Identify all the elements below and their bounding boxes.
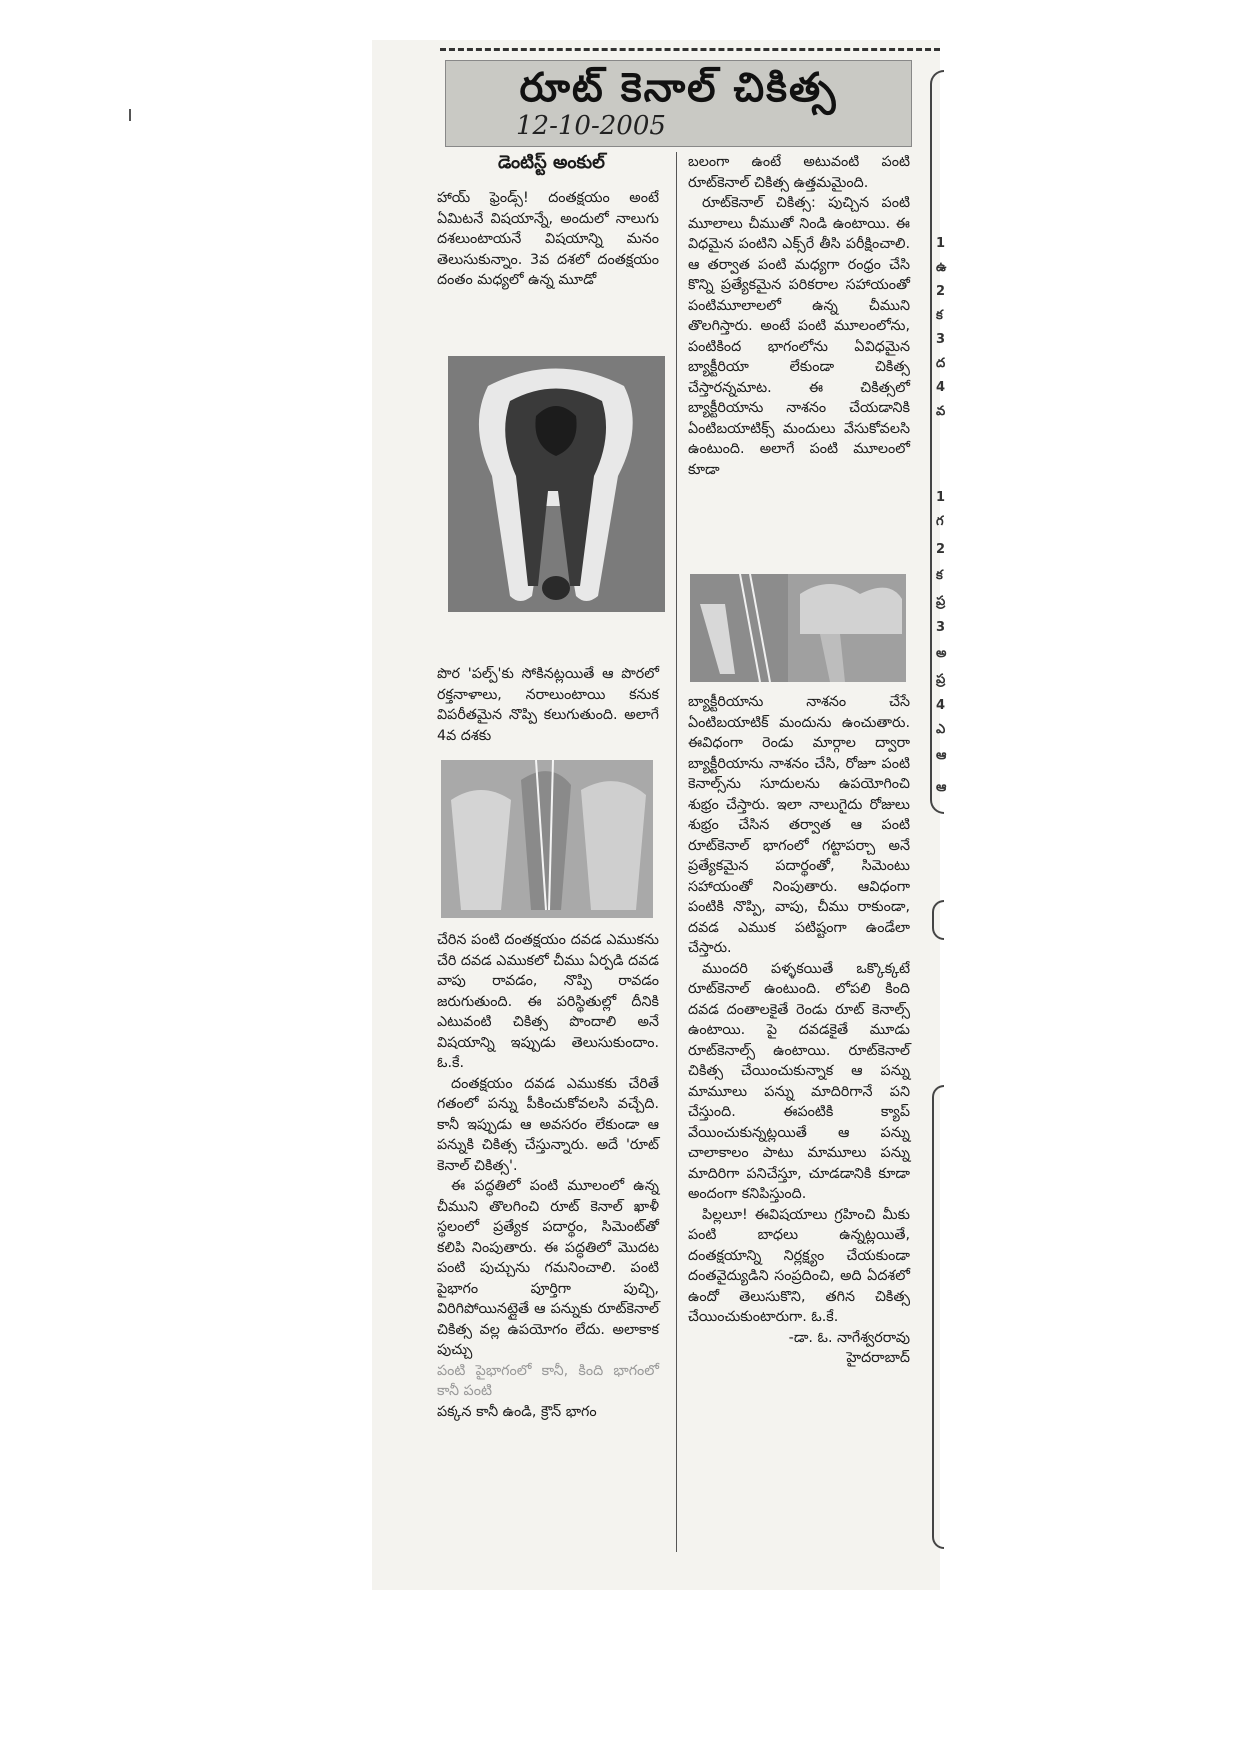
edge-glyph: 1 bbox=[936, 490, 946, 505]
edge-glyph: 4 bbox=[936, 380, 946, 395]
adjacent-article-border bbox=[932, 1085, 944, 1549]
left-col-block-3 bbox=[437, 930, 659, 1510]
paragraph: పక్కన కానీ ఉండి, క్రౌన్ భాగం bbox=[437, 1403, 597, 1420]
paragraph: హాయ్ ఫ్రెండ్స్! దంతక్షయం అంటే ఏమిటనే విషయాన్నే, అందులో నాలుగు దశలుంటాయనే విషయాన్ని మనం తెలుసుకున్నాం. 3వ దశలో దంతక్షయం దంతం మధ్యలో ఉన్న మూడో bbox=[437, 190, 659, 288]
tooth-diagram bbox=[448, 356, 665, 612]
edge-glyph: 3 bbox=[936, 332, 946, 347]
faint-line: పంటి పైభాగంలో కానీ, కింది భాగంలో కానీ పంటి bbox=[437, 1362, 659, 1399]
author-place: హైదరాబాద్ bbox=[846, 1350, 910, 1366]
article-title: రూట్ కెనాల్ చికిత్స bbox=[519, 65, 838, 111]
paragraph: చేరిన పంటి దంతక్షయం దవడ ఎముకను చేరి దవడ ఎముకలో చీము ఏర్పడి దవడ వాపు రావడం, నొప్పి రావడం జరుగుతుంది. ఈ పరిస్థితుల్లో దీనికి ఎటువంటి చికిత్స పొందాలి అనే విషయాన్ని ఇప్పుడు తెలుసుకుందాం. ఓ.కే. bbox=[437, 932, 659, 1071]
left-col-block-1 bbox=[437, 188, 659, 328]
paragraph: పొర 'పల్ప్'కు సోకినట్లయితే ఆ పొరలో రక్తనాళాలు, నరాలుంటాయి కనుక విపరీతమైన నొప్పి కలుగుతుంది. అలాగే 4వ దశకు bbox=[437, 666, 659, 744]
edge-glyph: క bbox=[936, 568, 943, 583]
tooth-diagram-image bbox=[448, 356, 665, 612]
title-banner bbox=[445, 60, 912, 147]
edge-glyph: 2 bbox=[936, 542, 946, 557]
paragraph: ఈ పద్ధతిలో పంటి మూలంలో ఉన్న చీముని తొలగించి రూట్ కెనాల్ ఖాళీ స్థలంలో ప్రత్యేక పదార్థం, సిమెంట్‌తో కలిపి నింపుతారు. ఈ పద్ధతిలో మొదట పంటి పుచ్చును గమనించాలి. పంటి పైభాగం పూర్తిగా పుచ్చి, విరిగిపోయినట్లైతే ఆ పన్నుకు రూట్‌కెనాల్ చికిత్స వల్ల ఉపయోగం లేదు. అలాకాక పుచ్చు bbox=[437, 1178, 659, 1358]
xray-image-right bbox=[690, 574, 906, 682]
edge-glyph: 4 bbox=[936, 698, 946, 713]
edge-glyph: ఉ bbox=[936, 260, 947, 275]
edge-glyph: ఆ bbox=[936, 748, 947, 763]
scan-mark bbox=[129, 109, 131, 121]
right-col-block-2 bbox=[688, 692, 910, 1552]
xray-graphic bbox=[690, 574, 906, 682]
adjacent-article-border bbox=[932, 900, 944, 940]
edge-glyph: 3 bbox=[936, 620, 946, 635]
paragraph: ముందరి పళ్ళకయితే ఒక్కొక్కటే రూట్‌కెనాల్ ఉంటుంది. లోపలి కింది దవడ దంతాలకైతే రెండు రూట్ కెనాల్స్ ఉంటాయి. పై దవడకైతే మూడు రూట్‌కెనాల్స్ ఉంటాయి. రూట్‌కెనాల్ చికిత్స చేయించుకున్నాక ఆ పన్ను మామూలు పన్ను మాదిరిగానే పని చేస్తుంది. ఈపంటికి క్యాప్ వేయించుకున్నట్లయితే ఆ పన్ను చాలాకాలం పాటు మామూలు పన్ను మాదిరిగా పనిచేస్తూ, చూడడానికి కూడా అందంగా కనిపిస్తుంది. bbox=[688, 960, 910, 1202]
top-dashed-border bbox=[440, 48, 940, 51]
xray-graphic bbox=[441, 760, 653, 918]
edge-glyph: 1 bbox=[936, 236, 946, 251]
paragraph: దంతక్షయం దవడ ఎముకకు చేరితే గతంలో పన్ను పీకించుకోవలసి వచ్చేది. కానీ ఇప్పుడు ఆ అవసరం లేకుండా ఆ పన్నుకి చికిత్స చేస్తున్నారు. అదే 'రూట్ కెనాల్ చికిత్స'. bbox=[437, 1075, 659, 1174]
xray-image-left bbox=[441, 760, 653, 918]
edge-glyph: ప్ర bbox=[936, 672, 946, 687]
paragraph: పిల్లలూ! ఈవిషయాలు గ్రహించి మీకు పంటి బాధలు ఉన్నట్లయితే, దంతక్షయాన్ని నిర్లక్ష్యం చేయకుండా దంతవైద్యుడిని సంప్రదించి, అది ఏదశలో ఉందో తెలుసుకొని, తగిన చికిత్స చేయించుకుంటారుగా. ఓ.కే. bbox=[688, 1206, 910, 1325]
left-col-block-2 bbox=[437, 664, 659, 754]
edge-glyph: వ bbox=[936, 404, 946, 419]
paragraph: రూట్‌కెనాల్ చికిత్స: పుచ్చిన పంటి మూలాలు చీముతో నిండి ఉంటాయి. ఈ విధమైన పంటిని ఎక్స్‌రే తీసి పరీక్షించాలి. ఆ తర్వాత పంటి మధ్యగా రంధ్రం చేసి కొన్ని ప్రత్యేకమైన పరికరాల సహాయంతో పంటిమూలాలలో ఉన్న చీముని తొలగిస్తారు. అంటే పంటి మూలంలోను, పంటికింద భాగంలోను ఏవిధమైన బ్యాక్టీరియా లేకుండా చికిత్స చేస్తారన్నమాట. ఈ చికిత్సలో బ్యాక్టీరియాను నాశనం చేయడానికి ఏంటిబయాటిక్స్ మందులు వేసుకోవలసి ఉంటుంది. అలాగే పంటి మూలంలో కూడా bbox=[688, 195, 910, 478]
handwritten-date: 12-10-2005 bbox=[516, 111, 666, 141]
column-divider bbox=[676, 152, 677, 1552]
edge-glyph: ఎ bbox=[936, 722, 946, 737]
paragraph: బలంగా ఉంటే అటువంటి పంటి రూట్‌కెనాల్ చికిత్స ఉత్తమమైంది. bbox=[688, 154, 910, 191]
byline: డెంటిస్ట్ అంకుల్ bbox=[498, 152, 605, 173]
edge-glyph: ప్ర bbox=[936, 594, 946, 609]
edge-glyph: ద bbox=[936, 356, 946, 371]
author: -డా. ఓ. నాగేశ్వరరావు bbox=[788, 1329, 910, 1346]
edge-glyph: ఆ bbox=[936, 780, 947, 795]
right-col-block-1 bbox=[688, 152, 910, 562]
edge-glyph: గ bbox=[936, 514, 944, 529]
paragraph: బ్యాక్టీరియాను నాశనం చేసే ఏంటిబయాటిక్ మందును ఉంచుతారు. ఈవిధంగా రెండు మార్గాల ద్వారా బ్యాక్టీరియాను నాశనం చేసి, రోజూ పంటి కెనాల్స్‌ను సూదులను ఉపయోగించి శుభ్రం చేస్తారు. ఇలా నాలుగైదు రోజులు శుభ్రం చేసిన తర్వాత ఆ పంటి రూట్‌కెనాల్ భాగంలో గట్టాపర్చా అనే ప్రత్యేకమైన పదార్థంతో, సిమెంటు సహాయంతో నింపుతారు. ఆవిధంగా పంటికి నొప్పి, వాపు, చీము రాకుండా, దవడ ఎముక పటిష్టంగా ఉండేలా చేస్తారు. bbox=[688, 694, 910, 956]
edge-glyph: 2 bbox=[936, 284, 946, 299]
edge-glyph: అ bbox=[936, 646, 947, 661]
edge-glyph: క bbox=[936, 308, 943, 323]
